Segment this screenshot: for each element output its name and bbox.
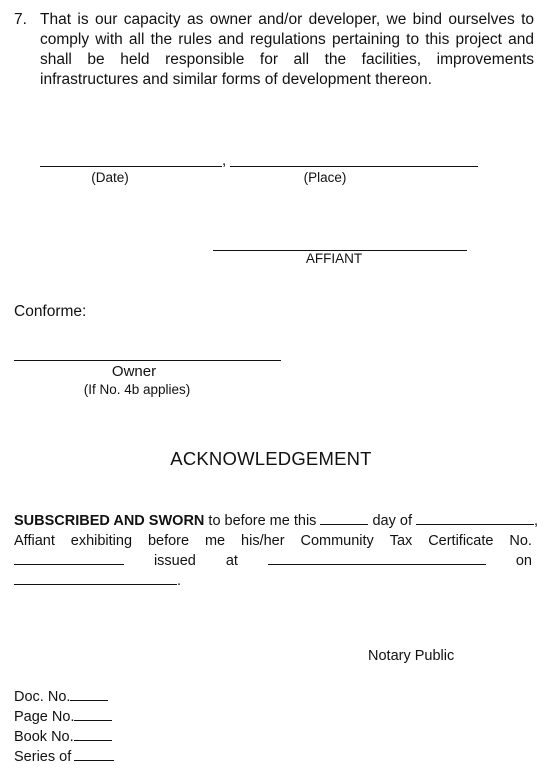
ack-text-2: day of bbox=[372, 513, 412, 529]
ack-word: exhibiting bbox=[70, 533, 133, 549]
series-of-label: Series of bbox=[14, 749, 72, 765]
owner-caption: Owner bbox=[111, 363, 157, 380]
ack-word: No. bbox=[509, 533, 532, 549]
book-no-field bbox=[14, 727, 114, 747]
ack-row-2 bbox=[14, 531, 532, 551]
book-no-blank bbox=[74, 727, 112, 741]
acknowledgement-body bbox=[14, 511, 539, 591]
page-no-blank bbox=[74, 707, 112, 721]
ack-row-4 bbox=[14, 571, 532, 591]
ack-final-period: . bbox=[177, 573, 182, 589]
notarial-register-fields bbox=[14, 687, 114, 767]
conforme-label: Conforme: bbox=[14, 303, 87, 320]
ack-word: his/her bbox=[241, 533, 285, 549]
ack-text-1: to before me this bbox=[208, 513, 317, 529]
ack-word: me bbox=[204, 533, 226, 549]
subscribed-and-sworn: SUBSCRIBED AND SWORN bbox=[14, 513, 205, 529]
ack-word: Community bbox=[300, 533, 374, 549]
ack-word-issued: issued bbox=[153, 553, 196, 569]
ack-word: before bbox=[147, 533, 190, 549]
comma-separator: , bbox=[222, 152, 227, 169]
place-caption: (Place) bbox=[303, 170, 347, 185]
page-no-label: Page No. bbox=[14, 709, 75, 725]
doc-no-blank bbox=[70, 687, 108, 701]
item-number: 7. bbox=[14, 11, 27, 28]
owner-note: (If No. 4b applies) bbox=[83, 382, 191, 397]
date-caption: (Date) bbox=[91, 170, 129, 185]
ack-word: Tax bbox=[389, 533, 413, 549]
item-7-paragraph bbox=[14, 10, 534, 90]
item-7-text: That is our capacity as owner and/or developer, we bind ourselves to comply with all the rules and regulations pertaining to this project and shall be held responsible for all the facilities, improvements infrastructures and similar forms of development thereon. bbox=[40, 11, 534, 88]
date-line bbox=[40, 166, 222, 167]
ack-word-at: at bbox=[225, 553, 238, 569]
doc-no-field bbox=[14, 687, 114, 707]
owner-signature-line bbox=[14, 360, 281, 361]
notary-public-label: Notary Public bbox=[368, 648, 455, 664]
issued-place-blank bbox=[268, 551, 486, 565]
place-line bbox=[230, 166, 478, 167]
ack-text-3: , bbox=[534, 513, 539, 529]
issued-date-blank bbox=[14, 571, 177, 585]
ack-word: Affiant bbox=[14, 533, 55, 549]
affiant-caption: AFFIANT bbox=[305, 251, 363, 266]
ack-word: Certificate bbox=[428, 533, 494, 549]
month-blank bbox=[416, 511, 534, 525]
day-blank bbox=[320, 511, 368, 525]
page-no-field bbox=[14, 707, 114, 727]
doc-no-label: Doc. No. bbox=[14, 689, 71, 705]
ctc-number-blank bbox=[14, 551, 124, 565]
book-no-label: Book No. bbox=[14, 729, 74, 745]
series-of-field bbox=[14, 747, 114, 767]
series-of-blank bbox=[74, 747, 114, 761]
ack-row-1 bbox=[14, 511, 539, 531]
ack-word-on: on bbox=[515, 553, 532, 569]
acknowledgement-title: ACKNOWLEDGEMENT bbox=[170, 448, 372, 469]
ack-row-3 bbox=[14, 551, 532, 571]
